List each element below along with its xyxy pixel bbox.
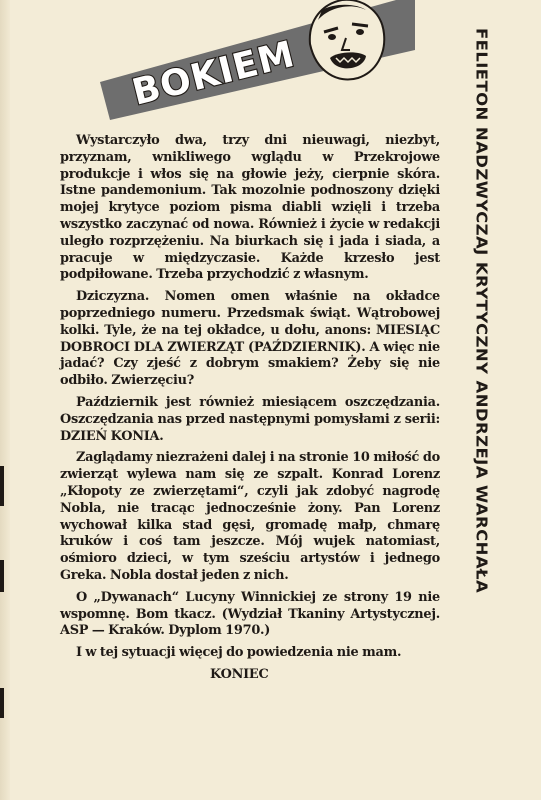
article-paragraph: Październik jest również miesiącem oszczędzania. Oszczędzania nas przed następnymi pomysłami z serii: DZIEŃ KONIA. bbox=[60, 394, 440, 444]
article-signoff: KONIEC bbox=[210, 666, 269, 682]
edge-mark bbox=[0, 688, 4, 718]
edge-mark bbox=[0, 466, 4, 506]
column-banner bbox=[96, 0, 415, 120]
paper-edge bbox=[0, 0, 10, 800]
article-body bbox=[60, 133, 440, 689]
article-paragraph: O „Dywanach“ Lucyny Winnickiej ze strony 19 nie wspomnę. Bom tkacz. (Wydział Tkaniny Artystycznej. ASP — Kraków. Dyplom 1970.) bbox=[60, 589, 440, 639]
screaming-face-icon bbox=[310, 0, 384, 80]
edge-mark bbox=[0, 560, 4, 592]
banner-title: BOKIEM bbox=[128, 33, 300, 114]
article-paragraph: Zaglądamy niezrażeni dalej i na stronie 10 miłość do zwierząt wylewa nam się ze szpalt. Konrad Lorenz „Kłopoty ze zwierzętami“, czyli jak zdobyć nagrodę Nobla, nie tracąc jednocześnie żony. Pan Lorenz wychował kilka stad gęsi, gromadę małp, chmarę kruków i coś tam jeszcze. Mój wujek natomiast, ośmioro dzieci, w tym sześciu artystów i jednego Greka. Nobla dostał jeden z nich. bbox=[60, 450, 440, 583]
article-paragraph: Dziczyzna. Nomen omen właśnie na okładce poprzedniego numeru. Przedsmak świąt. Wątrobowej kolki. Tyle, że na tej okładce, u dołu, anons: MIESIĄC DOBROCI DLA ZWIERZĄT (PAŹDZIERNIK). A więc nie jadać? Czy zjeść z dobrym smakiem? Żeby się nie odbiło. Zwierzęciu? bbox=[60, 289, 440, 389]
column-side-title: FELIETON NADZWYCZAJ KRYTYCZNY ANDRZEJA WARCHAŁA bbox=[472, 28, 491, 594]
article-paragraph: Wystarczyło dwa, trzy dni nieuwagi, niezbyt, przyznam, wnikliwego wglądu w Przekrojowe produkcje i włos się na głowie jeży, cierpnie skóra. Istne pandemonium. Tak mozolnie podnoszony dzięki mojej krytyce poziom pisma diabli wzięli i trzeba wszystko zaczynać od nowa. Również i życie w redakcji uległo rozprzężeniu. Na biurkach się i jada i siada, a pracuje w międzyczasie. Każde krzesło jest podpiłowane. Trzeba przychodzić z własnym. bbox=[60, 133, 440, 283]
banner-graphic bbox=[96, 0, 415, 120]
article-paragraph: I w tej sytuacji więcej do powiedzenia nie mam. bbox=[76, 645, 402, 661]
